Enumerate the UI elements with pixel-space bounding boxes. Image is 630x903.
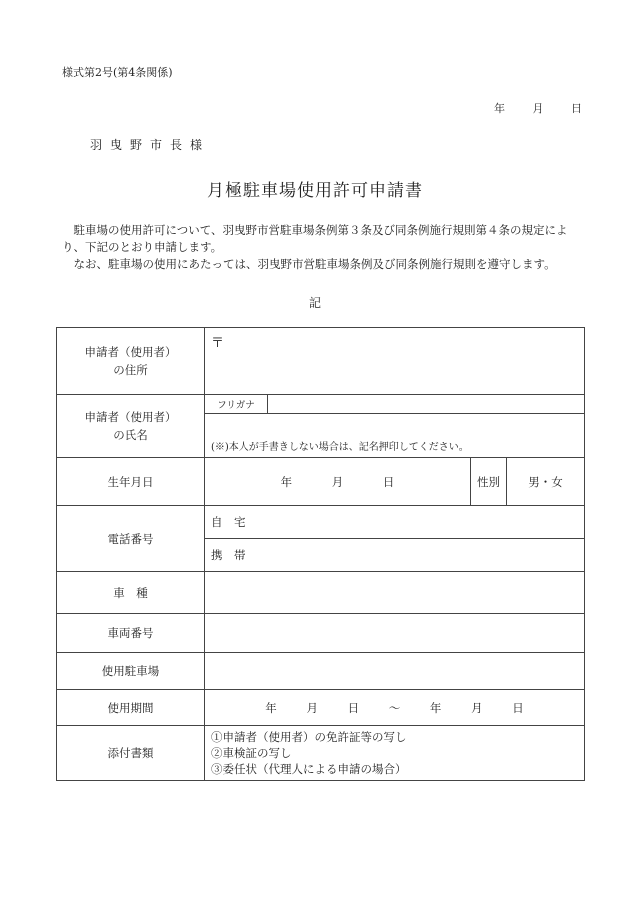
birth-date-input[interactable] xyxy=(205,458,471,506)
attachment-item: ①申請者（使用者）の免許証等の写し xyxy=(211,730,407,744)
period-year2: 年 xyxy=(429,700,442,715)
attachment-item: ②車検証の写し xyxy=(211,746,292,760)
address-label-line1: 申請者（使用者） xyxy=(84,345,177,359)
period-input[interactable] xyxy=(205,690,585,726)
furigana-row xyxy=(57,395,585,414)
gender-select[interactable]: 男・女 xyxy=(507,458,585,506)
furigana-input[interactable] xyxy=(268,395,585,414)
name-input[interactable] xyxy=(205,414,585,458)
name-label xyxy=(57,395,205,458)
period-day2: 日 xyxy=(512,700,524,715)
home-phone-row xyxy=(57,506,585,539)
application-form-table xyxy=(56,327,585,781)
address-label xyxy=(57,328,205,395)
period-label: 使用期間 xyxy=(57,690,205,726)
birth-month-label: 月 xyxy=(331,474,344,489)
vehicle-number-input[interactable] xyxy=(205,614,585,653)
vehicle-type-label: 車 種 xyxy=(57,572,205,614)
body-text xyxy=(62,222,587,273)
attachments-list xyxy=(205,726,585,781)
parking-lot-row xyxy=(57,653,585,690)
vehicle-type-input[interactable] xyxy=(205,572,585,614)
addressee: 羽曳野市長様 xyxy=(90,138,211,152)
date-day-label: 日 xyxy=(571,102,582,115)
home-phone-label: 自 宅 xyxy=(211,515,246,529)
home-phone-input[interactable] xyxy=(205,506,585,539)
attachments-row xyxy=(57,726,585,781)
date-month-label: 月 xyxy=(532,102,544,115)
period-year1: 年 xyxy=(265,700,277,715)
furigana-label: フリガナ xyxy=(205,395,268,414)
birth-day-label: 日 xyxy=(382,474,395,489)
birth-year-label: 年 xyxy=(280,474,293,489)
address-input[interactable] xyxy=(205,328,585,395)
period-day1: 日 xyxy=(347,700,360,715)
gender-label: 性別 xyxy=(471,458,507,506)
body-paragraph-1: 駐車場の使用許可について、羽曳野市営駐車場条例第３条及び同条例施行規則第４条の規定により、下記のとおり申請します。 xyxy=(62,223,568,254)
address-label-line2: の住所 xyxy=(113,363,148,377)
period-row xyxy=(57,690,585,726)
body-paragraph-2: なお、駐車場の使用にあたっては、羽曳野市営駐車場条例及び同条例施行規則を遵守します。 xyxy=(73,257,556,271)
phone-label: 電話番号 xyxy=(57,506,205,572)
period-month1: 月 xyxy=(306,700,318,715)
parking-lot-label: 使用駐車場 xyxy=(57,653,205,690)
vehicle-number-row xyxy=(57,614,585,653)
name-label-line1: 申請者（使用者） xyxy=(84,410,177,424)
attachment-item: ③委任状（代理人による申請の場合） xyxy=(211,762,407,776)
document-title: 月極駐車場使用許可申請書 xyxy=(207,181,423,201)
date-year-label: 年 xyxy=(494,102,505,115)
birth-row xyxy=(57,458,585,506)
period-tilde: ～ xyxy=(388,700,401,715)
mobile-phone-label: 携 帯 xyxy=(211,548,246,562)
name-note: (※)本人が手書きしない場合は、記名押印してください。 xyxy=(211,442,469,453)
ki-heading: 記 xyxy=(308,296,321,310)
application-date xyxy=(474,100,582,116)
attachments-label: 添付書類 xyxy=(57,726,205,781)
address-row xyxy=(57,328,585,395)
form-number: 様式第2号(第4条関係) xyxy=(62,66,173,79)
parking-lot-input[interactable] xyxy=(205,653,585,690)
name-label-line2: の氏名 xyxy=(113,428,148,442)
birth-label: 生年月日 xyxy=(57,458,205,506)
vehicle-type-row xyxy=(57,572,585,614)
period-month2: 月 xyxy=(471,700,483,715)
vehicle-number-label: 車両番号 xyxy=(57,614,205,653)
postal-mark: 〒 xyxy=(211,336,225,351)
mobile-phone-input[interactable] xyxy=(205,539,585,572)
